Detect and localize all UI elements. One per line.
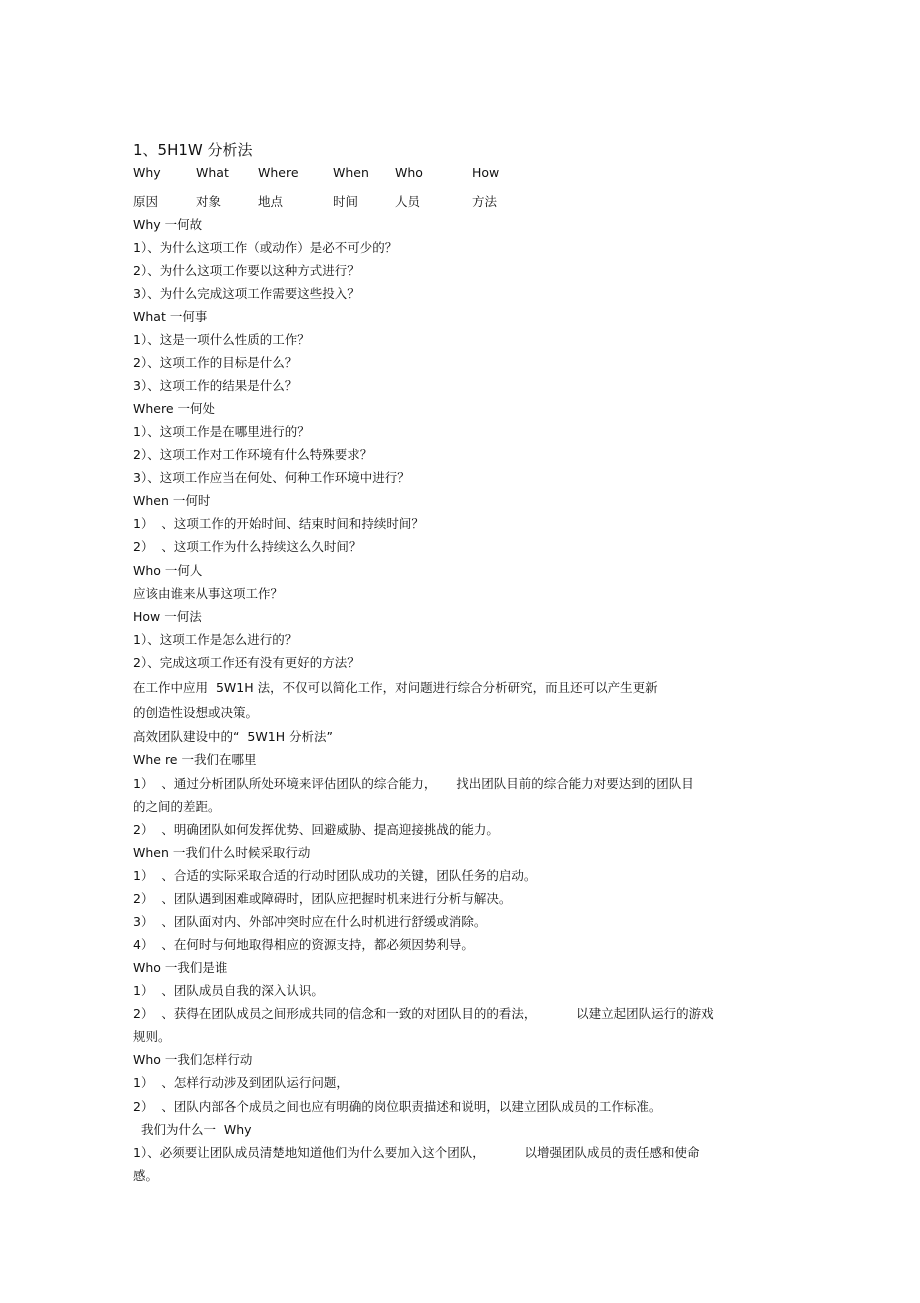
meaning-how: 方法	[472, 194, 498, 209]
text-line: 1） 、怎样行动涉及到团队运行问题，	[133, 1075, 349, 1090]
text-line: 1） 、合适的实际采取合适的行动时团队成功的关键，团队任务的启动。	[133, 868, 537, 883]
text-line: 1）、这是一项什么性质的工作？	[133, 332, 310, 347]
text-line: 1）、这项工作是在哪里进行的？	[133, 424, 310, 439]
section-heading-what: What 一何事	[133, 309, 208, 324]
text-line: 应该由谁来从事这项工作？	[133, 586, 284, 601]
text-line: 3） 、团队面对内、外部冲突时应在什么时机进行舒缓或消除。	[133, 914, 487, 929]
text-line: 1） 、这项工作的开始时间、结束时间和持续时间？	[133, 516, 424, 531]
text-line: 1） 、通过分析团队所处环境来评估团队的综合能力， 找出团队目前的综合能力对要达到的团队目	[133, 776, 694, 791]
section-heading-when-team: When 一我们什么时候采取行动	[133, 845, 311, 860]
text-line: 2） 、团队内部各个成员之间也应有明确的岗位职责描述和说明，以建立团队成员的工作标准。	[133, 1099, 662, 1114]
text-line: 2） 、这项工作为什么持续这么久时间？	[133, 539, 362, 554]
paragraph-line: 在工作中应用 5W1H 法，不仅可以简化工作，对问题进行综合分析研究，而且还可以产生更新	[133, 680, 658, 695]
text-line: 2）、完成这项工作还有没有更好的方法？	[133, 655, 360, 670]
meaning-where: 地点	[258, 194, 284, 209]
text-line: 1）、这项工作是怎么进行的？	[133, 632, 298, 647]
header-why: Why	[133, 165, 161, 180]
section-heading-where-team: Whe re 一我们在哪里	[133, 752, 257, 767]
text-line: 1）、必须要让团队成员清楚地知道他们为什么要加入这个团队， 以增强团队成员的责任感和使命	[133, 1145, 700, 1160]
text-line: 1）、为什么这项工作（或动作）是必不可少的？	[133, 240, 398, 255]
paragraph-line: 的创造性设想或决策。	[133, 705, 259, 720]
text-line: 感。	[133, 1168, 159, 1183]
text-line: 4） 、在何时与何地取得相应的资源支持，都必须因势利导。	[133, 937, 474, 952]
section-heading-why-team: 我们为什么一 Why	[133, 1122, 252, 1137]
text-line: 2） 、获得在团队成员之间形成共同的信念和一致的对团队目的的看法， 以建立起团队运行的游戏	[133, 1006, 714, 1021]
text-line: 的之间的差距。	[133, 799, 221, 814]
text-line: 2） 、明确团队如何发挥优势、回避威胁、提高迎接挑战的能力。	[133, 822, 499, 837]
meaning-why: 原因	[133, 194, 159, 209]
meaning-who: 人员	[395, 194, 421, 209]
meaning-what: 对象	[196, 194, 222, 209]
meaning-when: 时间	[333, 194, 359, 209]
text-line: 3）、这项工作的结果是什么？	[133, 378, 298, 393]
section-heading-when: When 一何时	[133, 493, 211, 508]
subtitle: 高效团队建设中的“ 5W1H 分析法”	[133, 729, 334, 744]
text-line: 3）、为什么完成这项工作需要这些投入？	[133, 286, 360, 301]
document-title: 1、5H1W 分析法	[133, 141, 253, 159]
section-heading-how: How 一何法	[133, 609, 202, 624]
text-line: 1） 、团队成员自我的深入认识。	[133, 983, 324, 998]
header-what: What	[196, 165, 229, 180]
header-how: How	[472, 165, 500, 180]
section-heading-who-team: Who 一我们是谁	[133, 960, 228, 975]
header-where: Where	[258, 165, 299, 180]
header-when: When	[333, 165, 369, 180]
header-who: Who	[395, 165, 423, 180]
section-heading-who: Who 一何人	[133, 563, 203, 578]
text-line: 2）、为什么这项工作要以这种方式进行？	[133, 263, 360, 278]
section-heading-where: Where 一何处	[133, 401, 216, 416]
text-line: 2）、这项工作对工作环境有什么特殊要求？	[133, 447, 373, 462]
section-heading-how-team: Who 一我们怎样行动	[133, 1052, 253, 1067]
text-line: 2）、这项工作的目标是什么？	[133, 355, 298, 370]
text-line: 3）、这项工作应当在何处、何种工作环境中进行？	[133, 470, 410, 485]
text-line: 2） 、团队遇到困难或障碍时，团队应把握时机来进行分析与解决。	[133, 891, 512, 906]
section-heading-why: Why 一何故	[133, 217, 203, 232]
text-line: 规则。	[133, 1029, 171, 1044]
